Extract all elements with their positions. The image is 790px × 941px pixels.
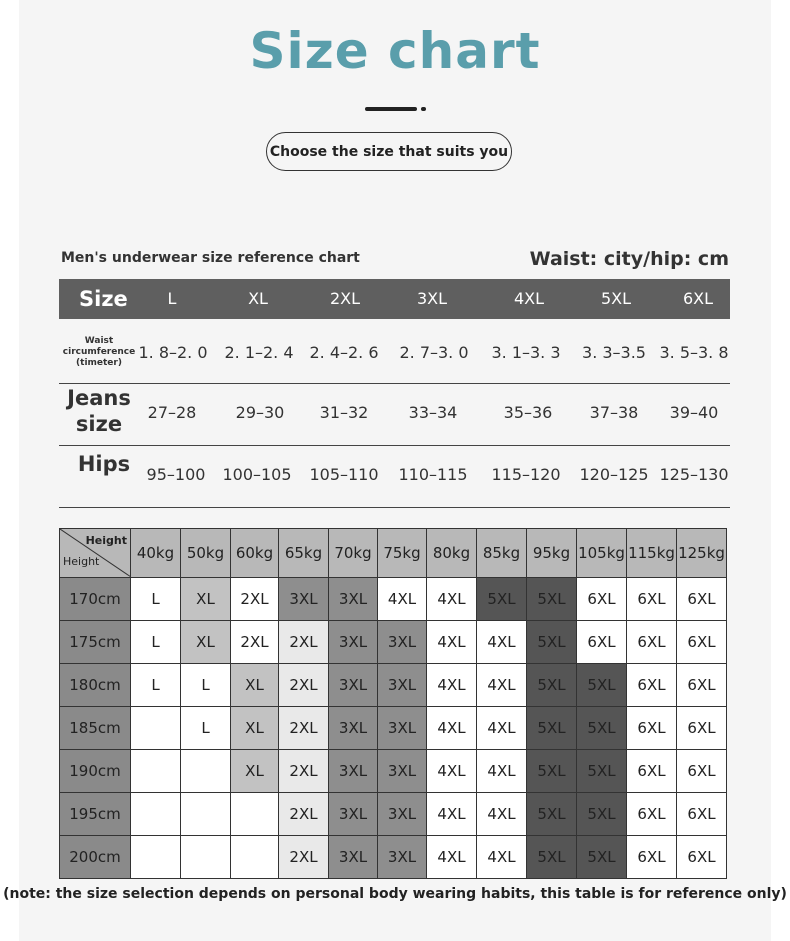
waist-value: 1. 8–2. 0 [138, 343, 208, 362]
waist-value: 2. 7–3. 0 [399, 343, 469, 362]
hips-value: 105–110 [309, 465, 379, 484]
waist-label [63, 336, 135, 369]
size-col-header: 4XL [513, 289, 545, 308]
weight-header-cell: 115kg [627, 529, 677, 578]
weight-header-cell: 95kg [527, 529, 577, 578]
jeans-value: 37–38 [589, 403, 639, 422]
hips-value: 95–100 [146, 465, 206, 484]
weight-header-cell: 70kg [329, 529, 378, 578]
size-cell [131, 836, 181, 879]
size-cell: 3XL [279, 578, 329, 621]
size-cell: 5XL [527, 707, 577, 750]
size-cell: 3XL [329, 621, 378, 664]
jeans-value: 31–32 [319, 403, 369, 422]
size-cell: XL [181, 578, 231, 621]
size-col-header: 5XL [600, 289, 632, 308]
size-cell: 3XL [329, 836, 378, 879]
grid-corner-cell [60, 529, 131, 578]
waist-label-line: (timeter) [76, 358, 122, 368]
size-cell: 5XL [577, 750, 627, 793]
size-cell: 4XL [477, 621, 527, 664]
size-cell: 5XL [577, 836, 627, 879]
size-col-header: 2XL [329, 289, 361, 308]
size-cell: L [131, 664, 181, 707]
hips-value: 115–120 [491, 465, 561, 484]
size-cell: 5XL [527, 578, 577, 621]
size-cell: 5XL [527, 836, 577, 879]
hips-label: Hips [77, 452, 131, 476]
size-cell: 4XL [477, 793, 527, 836]
size-cell: 4XL [427, 621, 477, 664]
units-label: Waist: city/hip: cm [529, 248, 729, 270]
page-title: Size chart [249, 22, 541, 80]
size-cell: 6XL [627, 707, 677, 750]
size-cell: 4XL [477, 750, 527, 793]
tagline-pill: Choose the size that suits you [266, 132, 512, 171]
size-cell: 2XL [279, 621, 329, 664]
size-table-row-hips [59, 446, 730, 508]
size-cell: 4XL [378, 578, 427, 621]
grid-row [60, 750, 727, 793]
size-cell: L [181, 664, 231, 707]
size-cell: 6XL [677, 664, 727, 707]
size-cell [181, 793, 231, 836]
size-cell: 3XL [329, 750, 378, 793]
size-cell: 4XL [477, 707, 527, 750]
size-cell: 2XL [279, 793, 329, 836]
jeans-value: 33–34 [408, 403, 458, 422]
waist-label-line: circumference [62, 347, 136, 357]
size-cell: 3XL [329, 793, 378, 836]
size-cell: 6XL [577, 578, 627, 621]
size-cell: 6XL [627, 750, 677, 793]
jeans-value: 39–40 [669, 403, 719, 422]
size-cell: 6XL [627, 793, 677, 836]
jeans-value: 27–28 [147, 403, 197, 422]
waist-value: 2. 4–2. 6 [309, 343, 379, 362]
size-cell: 6XL [677, 836, 727, 879]
height-label-cell: 200cm [60, 836, 131, 879]
size-col-header: XL [248, 289, 268, 308]
size-cell: 5XL [577, 793, 627, 836]
height-weight-grid [59, 528, 727, 879]
footnote: (note: the size selection depends on personal body wearing habits, this table is for reference only) [3, 886, 787, 902]
weight-header-cell: 85kg [477, 529, 527, 578]
size-cell: 5XL [527, 793, 577, 836]
size-table-row-waist [59, 320, 730, 384]
size-cell [181, 750, 231, 793]
size-cell: XL [181, 621, 231, 664]
size-cell: 4XL [477, 836, 527, 879]
size-col-header: 3XL [416, 289, 448, 308]
size-table-row-jeans [59, 384, 730, 446]
weight-header-cell: 50kg [181, 529, 231, 578]
height-label-cell: 170cm [60, 578, 131, 621]
weight-header-cell: 125kg [677, 529, 727, 578]
size-cell: 2XL [231, 621, 279, 664]
size-cell: 6XL [677, 793, 727, 836]
grid-row [60, 664, 727, 707]
hips-value: 120–125 [579, 465, 649, 484]
grid-row [60, 836, 727, 879]
size-cell: 2XL [231, 578, 279, 621]
size-cell: 2XL [279, 707, 329, 750]
size-cell: 6XL [577, 621, 627, 664]
size-cell: 5XL [527, 621, 577, 664]
weight-header-cell: 60kg [231, 529, 279, 578]
grid-row [60, 707, 727, 750]
weight-header-cell: 75kg [378, 529, 427, 578]
size-cell: 3XL [378, 793, 427, 836]
reference-chart-title: Men's underwear size reference chart [61, 250, 360, 266]
grid-row [60, 793, 727, 836]
corner-height-top: Height [85, 534, 127, 547]
size-cell: 2XL [279, 750, 329, 793]
title-underline [365, 107, 417, 111]
size-cell: 4XL [427, 664, 477, 707]
size-cell: 5XL [527, 750, 577, 793]
title-underline-dot [421, 107, 426, 111]
size-cell: 4XL [427, 750, 477, 793]
size-cell: 6XL [627, 578, 677, 621]
height-label-cell: 180cm [60, 664, 131, 707]
weight-header-cell: 65kg [279, 529, 329, 578]
jeans-label [67, 385, 131, 437]
size-cell: 5XL [477, 578, 527, 621]
corner-height-bottom: Height [63, 555, 100, 568]
grid-row [60, 621, 727, 664]
size-cell [231, 836, 279, 879]
waist-value: 3. 5–3. 8 [659, 343, 729, 362]
size-cell: 5XL [577, 664, 627, 707]
size-cell: L [131, 621, 181, 664]
size-cell: 6XL [627, 836, 677, 879]
waist-value: 3. 1–3. 3 [491, 343, 561, 362]
size-cell: 6XL [677, 578, 727, 621]
size-cell [231, 793, 279, 836]
weight-header-cell: 80kg [427, 529, 477, 578]
height-label-cell: 185cm [60, 707, 131, 750]
size-col-header: 6XL [682, 289, 714, 308]
size-cell: 5XL [527, 664, 577, 707]
size-cell: 4XL [427, 836, 477, 879]
size-cell: 3XL [378, 621, 427, 664]
size-cell: 3XL [329, 707, 378, 750]
size-cell: 3XL [378, 836, 427, 879]
weight-header-cell: 40kg [131, 529, 181, 578]
size-cell: 6XL [627, 621, 677, 664]
size-cell [131, 750, 181, 793]
size-cell [131, 793, 181, 836]
height-label-cell: 190cm [60, 750, 131, 793]
size-cell: L [181, 707, 231, 750]
size-cell: 6XL [677, 750, 727, 793]
hips-value: 125–130 [659, 465, 729, 484]
size-cell: L [131, 578, 181, 621]
grid-row [60, 578, 727, 621]
waist-label-line: Waist [84, 336, 114, 346]
height-label-cell: 175cm [60, 621, 131, 664]
weight-header-cell: 105kg [577, 529, 627, 578]
hips-value: 110–115 [398, 465, 468, 484]
size-cell: 4XL [477, 664, 527, 707]
size-header-label: Size [79, 287, 128, 311]
size-cell: XL [231, 750, 279, 793]
size-cell: XL [231, 707, 279, 750]
size-table-header [59, 279, 730, 319]
jeans-label-line: Jeans [67, 386, 131, 410]
size-cell: 2XL [279, 836, 329, 879]
jeans-label-line: size [75, 412, 123, 436]
hips-value: 100–105 [222, 465, 292, 484]
size-cell: 3XL [378, 664, 427, 707]
height-label-cell: 195cm [60, 793, 131, 836]
size-cell: 2XL [279, 664, 329, 707]
size-cell: 4XL [427, 578, 477, 621]
size-cell: 4XL [427, 707, 477, 750]
size-cell: 3XL [378, 750, 427, 793]
waist-value: 3. 3–3.5 [582, 343, 646, 362]
size-cell [181, 836, 231, 879]
size-cell: 3XL [329, 664, 378, 707]
size-cell: 6XL [627, 664, 677, 707]
size-cell: 3XL [378, 707, 427, 750]
size-cell: 5XL [577, 707, 627, 750]
jeans-value: 29–30 [235, 403, 285, 422]
size-cell: 6XL [677, 707, 727, 750]
size-cell: 4XL [427, 793, 477, 836]
waist-value: 2. 1–2. 4 [224, 343, 294, 362]
grid-header-row [60, 529, 727, 578]
size-col-header: L [167, 289, 177, 308]
size-cell: 3XL [329, 578, 378, 621]
size-cell: 6XL [677, 621, 727, 664]
jeans-value: 35–36 [503, 403, 553, 422]
size-cell: XL [231, 664, 279, 707]
size-cell [131, 707, 181, 750]
